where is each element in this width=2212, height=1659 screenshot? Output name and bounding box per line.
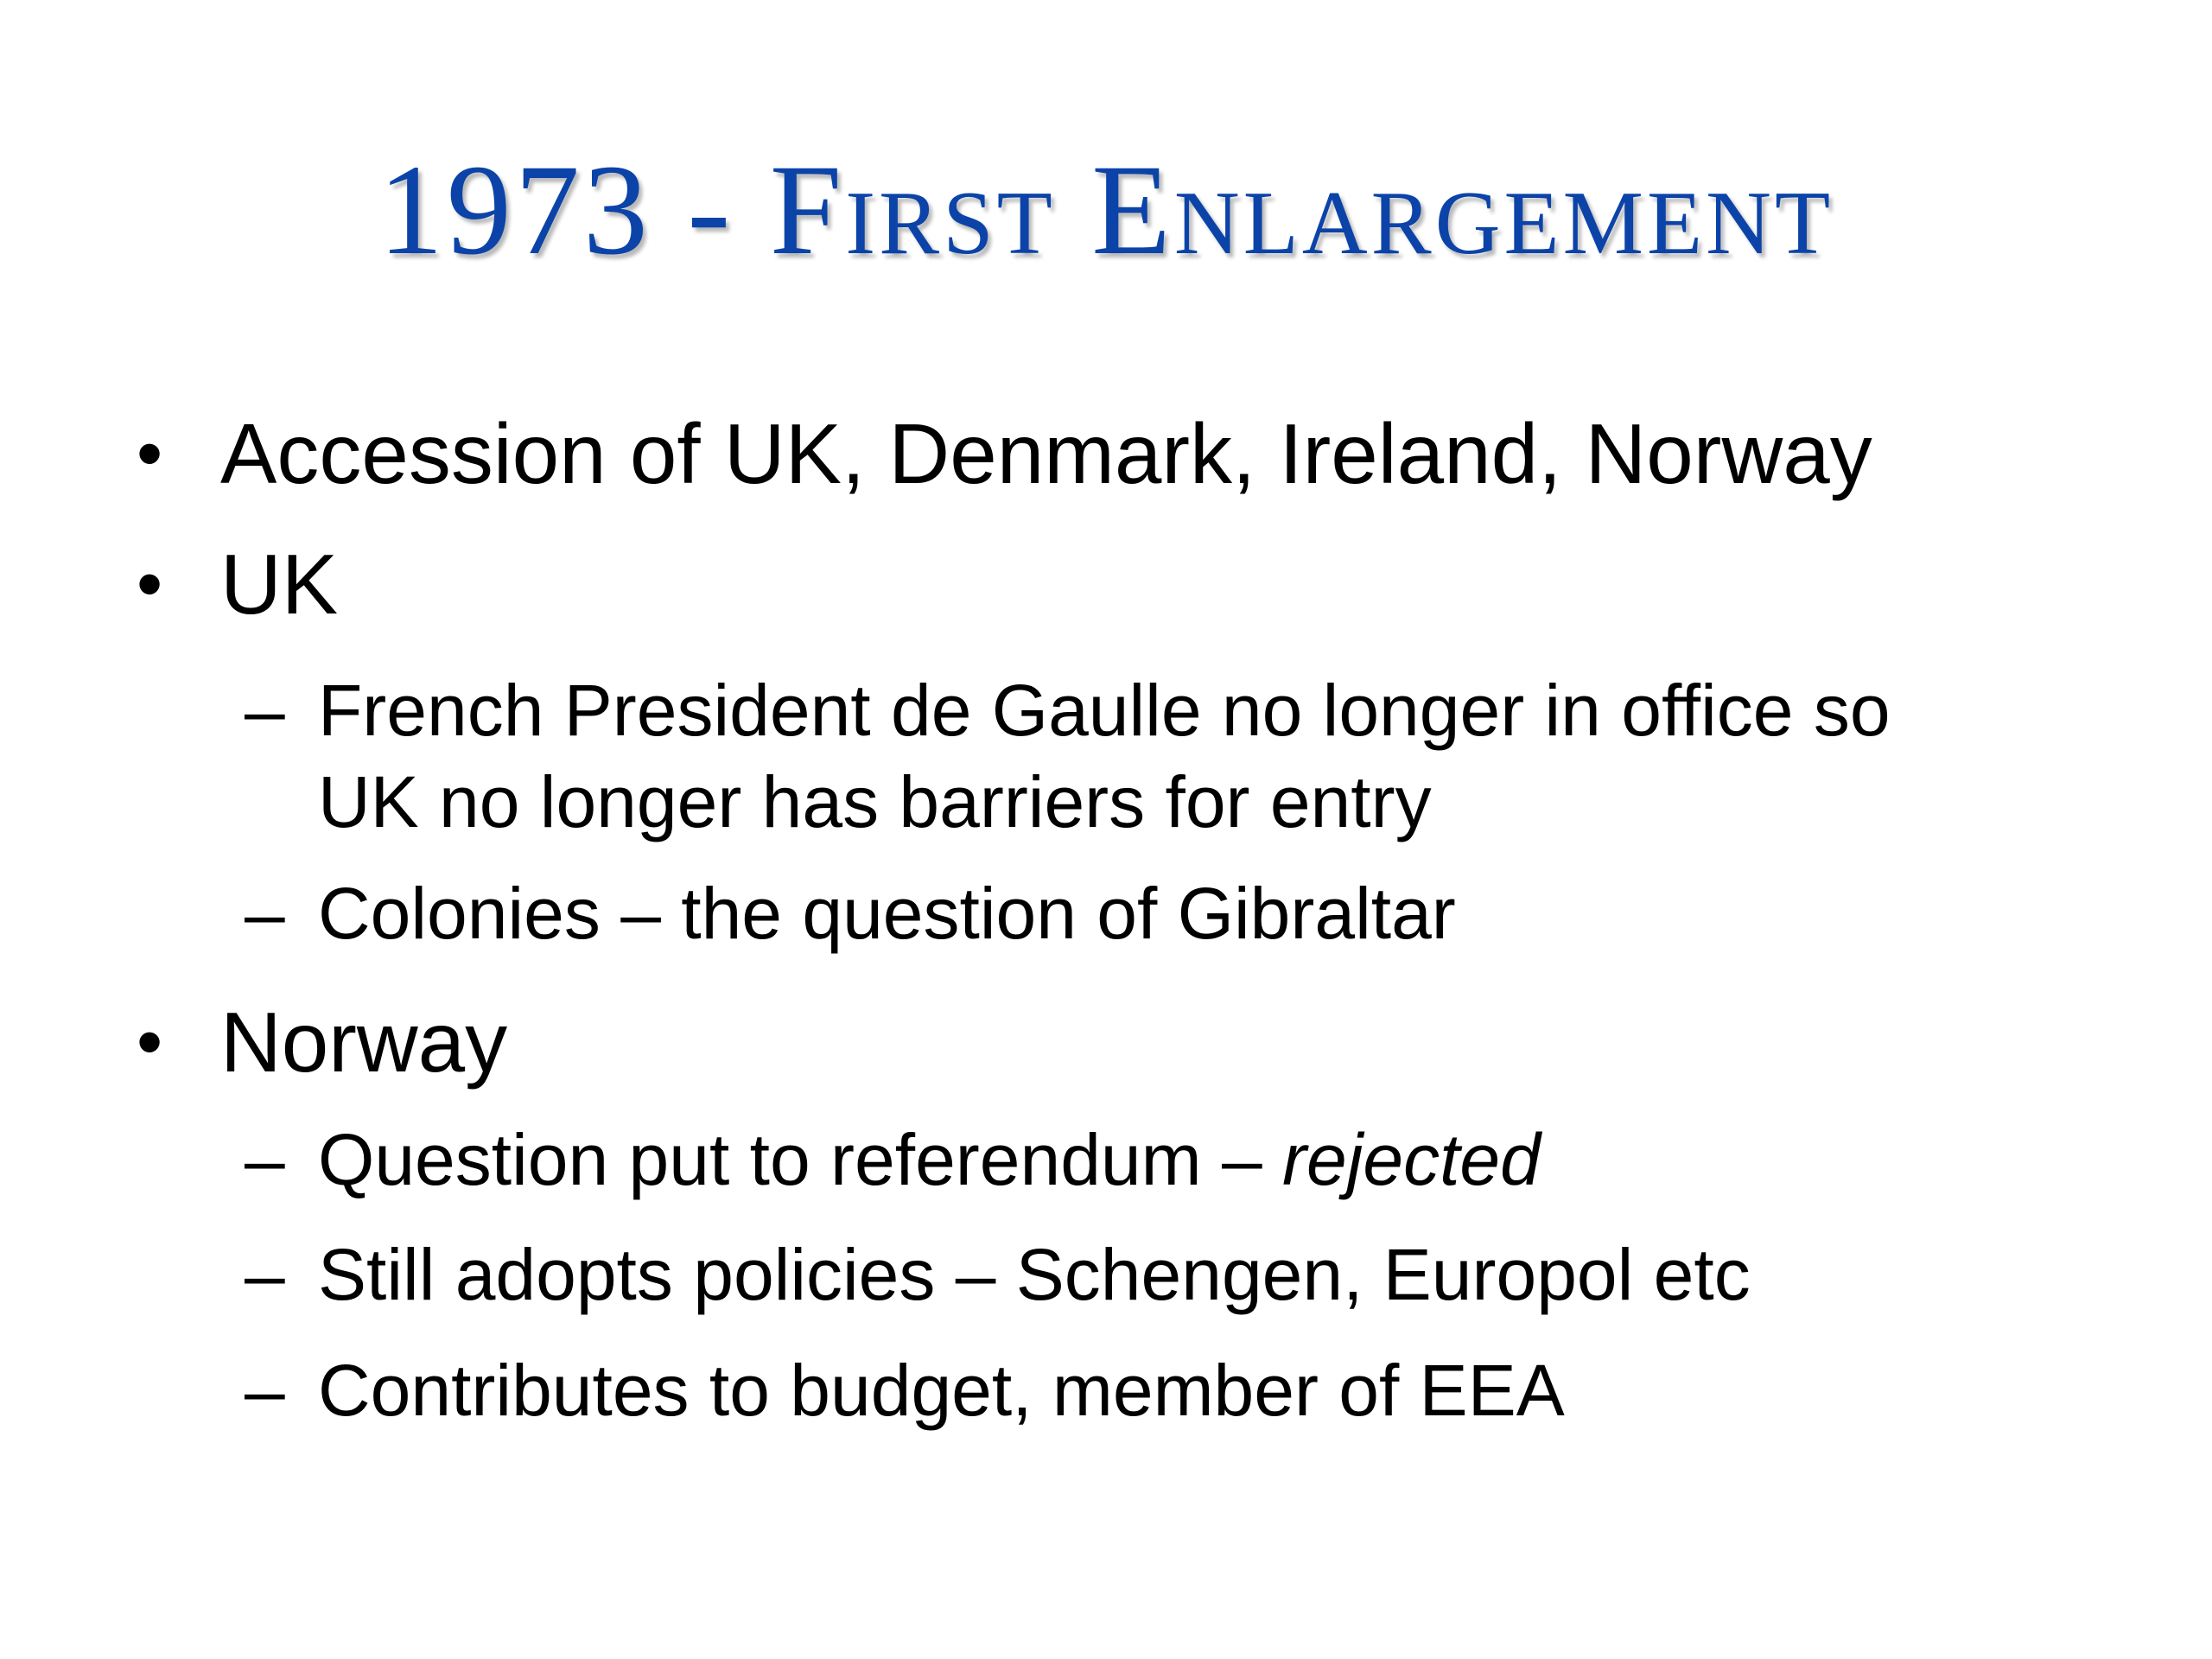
sub-dash: –: [245, 1119, 285, 1200]
sub-item-colonies: Colonies – the question of Gibraltar: [318, 873, 1456, 954]
sub-dash: –: [245, 1350, 285, 1431]
list-item-uk: UK: [220, 537, 339, 632]
sub-dash: –: [245, 670, 285, 751]
bullet-dot: •: [137, 1001, 163, 1084]
sub-item-de-gaulle-line1: French President de Gaulle no longer in office so: [318, 670, 1891, 751]
bullet-dot: •: [137, 543, 163, 626]
sub-item-referendum-emphasis: rejected: [1282, 1119, 1541, 1200]
bullet-dot: •: [137, 412, 163, 495]
sub-dash: –: [245, 873, 285, 954]
sub-item-de-gaulle-line2: UK no longer has barriers for entry: [318, 761, 1432, 842]
slide-title: 1973 - First Enlargement: [378, 138, 1834, 282]
list-item-norway: Norway: [220, 995, 508, 1090]
sub-item-budget: Contributes to budget, member of EEA: [318, 1350, 1565, 1431]
sub-item-referendum: [318, 1119, 1541, 1200]
sub-dash: –: [245, 1234, 285, 1315]
sub-item-referendum-text: Question put to referendum –: [318, 1119, 1282, 1200]
list-item-accession: Accession of UK, Denmark, Ireland, Norway: [220, 406, 1872, 501]
sub-item-policies: Still adopts policies – Schengen, Europol etc: [318, 1234, 1751, 1315]
